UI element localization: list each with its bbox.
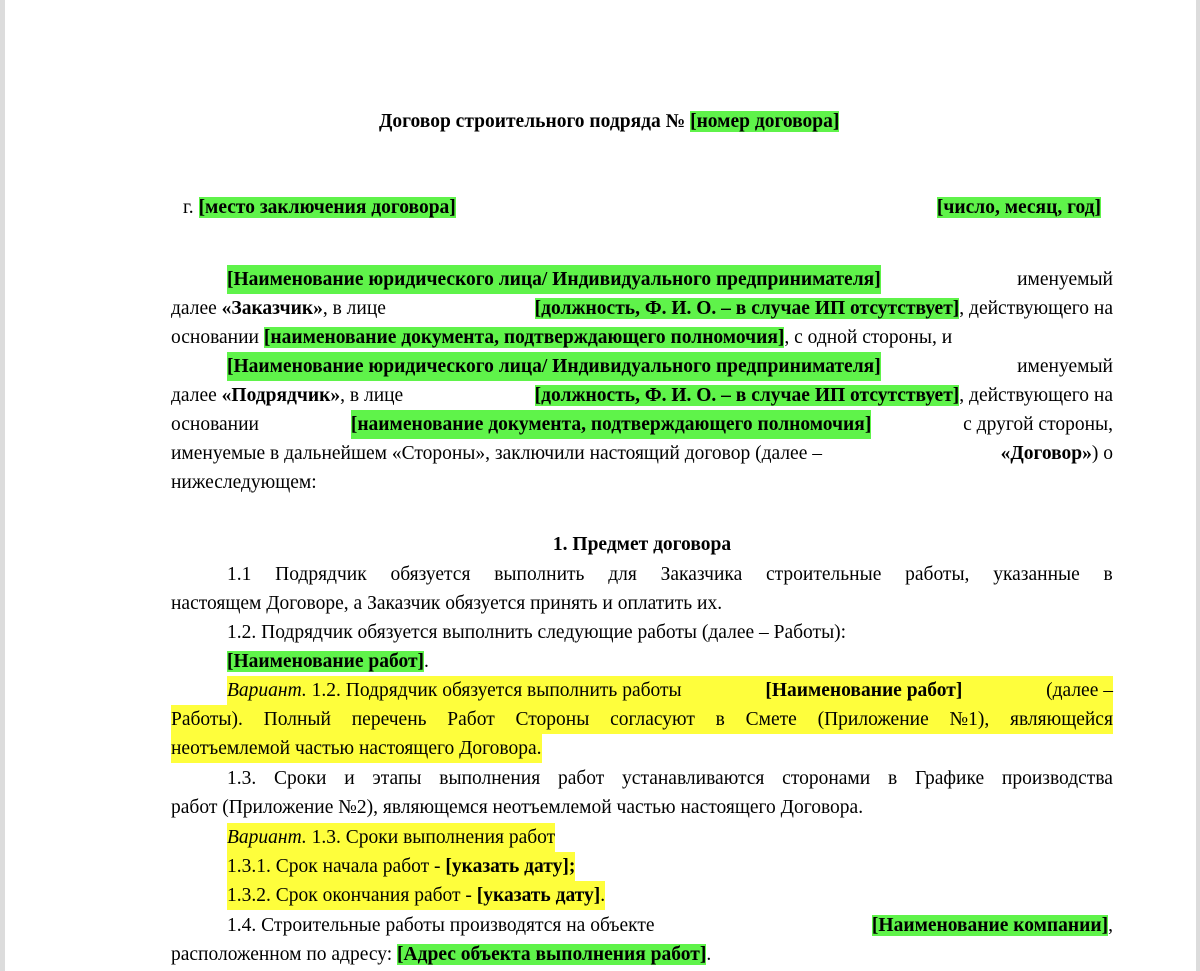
end-date-field[interactable]: [указать дату] (476, 885, 601, 906)
clause-1-1-line-2: настоящем Договоре, а Заказчик обязуется принять и оплатить их. (171, 593, 723, 614)
clause-1-4-line-1 (227, 911, 1113, 940)
address-label: расположенном по адресу: (171, 944, 393, 965)
contractor-side: с другой стороны, (963, 414, 1113, 435)
variant-1-3 (227, 823, 555, 852)
contractor-role: «Подрядчик» (221, 385, 341, 406)
customer-acting: , действующего на (959, 298, 1113, 319)
variant-1-3-2 (227, 881, 605, 910)
contractor-position-field[interactable]: [должность, Ф. И. О. – в случае ИП отсутствует] (534, 385, 960, 406)
section-1-heading: 1. Предмет договора (552, 534, 732, 555)
company-name-field[interactable]: [Наименование компании] (871, 915, 1109, 936)
customer-basis: основании (171, 327, 259, 348)
customer-role: «Заказчик» (221, 298, 323, 319)
contractor-line-3 (171, 410, 1113, 439)
page-edge-left (0, 0, 5, 971)
contractor-line-2 (171, 381, 1113, 410)
address-end: . (706, 944, 712, 965)
end-date-end: . (600, 885, 606, 906)
place-line (183, 193, 456, 222)
parties-closing-line-1 (171, 439, 1113, 468)
parties-closing-text: именуемые в дальнейшем «Стороны», заключили настоящий договор (далее – (171, 443, 822, 464)
contractor-acting: , действующего на (959, 385, 1113, 406)
clause-1-1-text: 1.1 Подрядчик обязуется выполнить для Заказчика строительные работы, указанные в (227, 564, 1113, 585)
variant-1-2-line-3: неотъемлемой частью настоящего Договора. (171, 734, 542, 763)
parties-closing-line-2: нижеследующем: (171, 472, 317, 493)
customer-line-1 (227, 265, 1113, 294)
variant-1-2-line-1 (227, 676, 1113, 705)
contractor-further: далее (171, 385, 217, 406)
customer-name-field[interactable]: [Наименование юридического лица/ Индивидуального предпринимателя] (227, 265, 881, 294)
customer-document-field[interactable]: [наименование документа, подтверждающего полномочия] (263, 327, 785, 348)
clause-1-3-line-2: работ (Приложение №2), являющемся неотъемлемой частью настоящего Договора. (171, 797, 864, 818)
address-field[interactable]: [Адрес объекта выполнения работ] (397, 944, 707, 965)
customer-side: , с одной стороны, и (784, 327, 953, 348)
clause-1-1-line-1 (227, 560, 1113, 589)
variant-1-3-text: 1.3. Сроки выполнения работ (311, 827, 556, 848)
works-line (227, 647, 429, 676)
contractor-document-field[interactable]: [наименование документа, подтверждающего полномочия] (351, 410, 871, 439)
parties-closing-end: ) о (1091, 443, 1113, 464)
contractor-name-field[interactable]: [Наименование юридического лица/ Индивидуального предпринимателя] (227, 352, 881, 381)
variant-1-2-line-2-text: Работы). Полный перечень Работ Стороны согласуют в Смете (Приложение №1), являющейся (171, 709, 1113, 730)
clause-1-4-line-2 (171, 940, 711, 969)
variant-1-2-text: 1.2. Подрядчик обязуется выполнить работы (311, 680, 682, 701)
page-edge-right (1196, 0, 1200, 971)
start-date-label: 1.3.1. Срок начала работ - (227, 856, 441, 877)
start-date-field[interactable]: [указать дату]; (445, 856, 576, 877)
contractor-named: именуемый (1017, 356, 1113, 377)
contractor-line-1 (227, 352, 1113, 381)
works-field[interactable]: [Наименование работ] (227, 651, 425, 672)
contract-term: «Договор» (1000, 443, 1092, 464)
place-field[interactable]: [место заключения договора] (198, 197, 456, 218)
clause-1-3-text: 1.3. Сроки и этапы выполнения работ устанавливаются сторонами в Графике производства (227, 768, 1113, 789)
variant-1-3-label: Вариант. (227, 827, 307, 848)
date-field[interactable]: [число, месяц, год] (936, 197, 1101, 218)
variant-1-3-1 (227, 852, 575, 881)
works-end: . (424, 651, 429, 672)
variant-1-2-works-field[interactable]: [Наименование работ] (765, 680, 963, 701)
city-prefix: г. (183, 197, 194, 218)
document-title (379, 107, 839, 136)
customer-further: далее (171, 298, 217, 319)
customer-line-3 (171, 323, 952, 352)
clause-1-3-line-1 (227, 764, 1113, 793)
end-date-label: 1.3.2. Срок окончания работ - (227, 885, 472, 906)
contractor-in-person: , в лице (340, 385, 404, 406)
variant-1-2-end: (далее – (1046, 680, 1113, 701)
customer-line-2 (171, 294, 1113, 323)
customer-in-person: , в лице (322, 298, 386, 319)
date-line (937, 193, 1101, 222)
variant-1-2-line-2 (171, 705, 1113, 734)
clause-1-4-text: 1.4. Строительные работы производятся на объекте (227, 915, 655, 936)
clause-1-2: 1.2. Подрядчик обязуется выполнить следующие работы (далее – Работы): (227, 622, 847, 643)
title-text: Договор строительного подряда № (379, 111, 686, 132)
contract-number-field[interactable]: [номер договора] (690, 111, 840, 132)
contractor-basis: основании (171, 414, 259, 435)
customer-named: именуемый (1017, 269, 1113, 290)
clause-1-4-comma: , (1108, 915, 1113, 936)
variant-1-2-label: Вариант. (227, 680, 307, 701)
customer-position-field[interactable]: [должность, Ф. И. О. – в случае ИП отсутствует] (534, 298, 960, 319)
